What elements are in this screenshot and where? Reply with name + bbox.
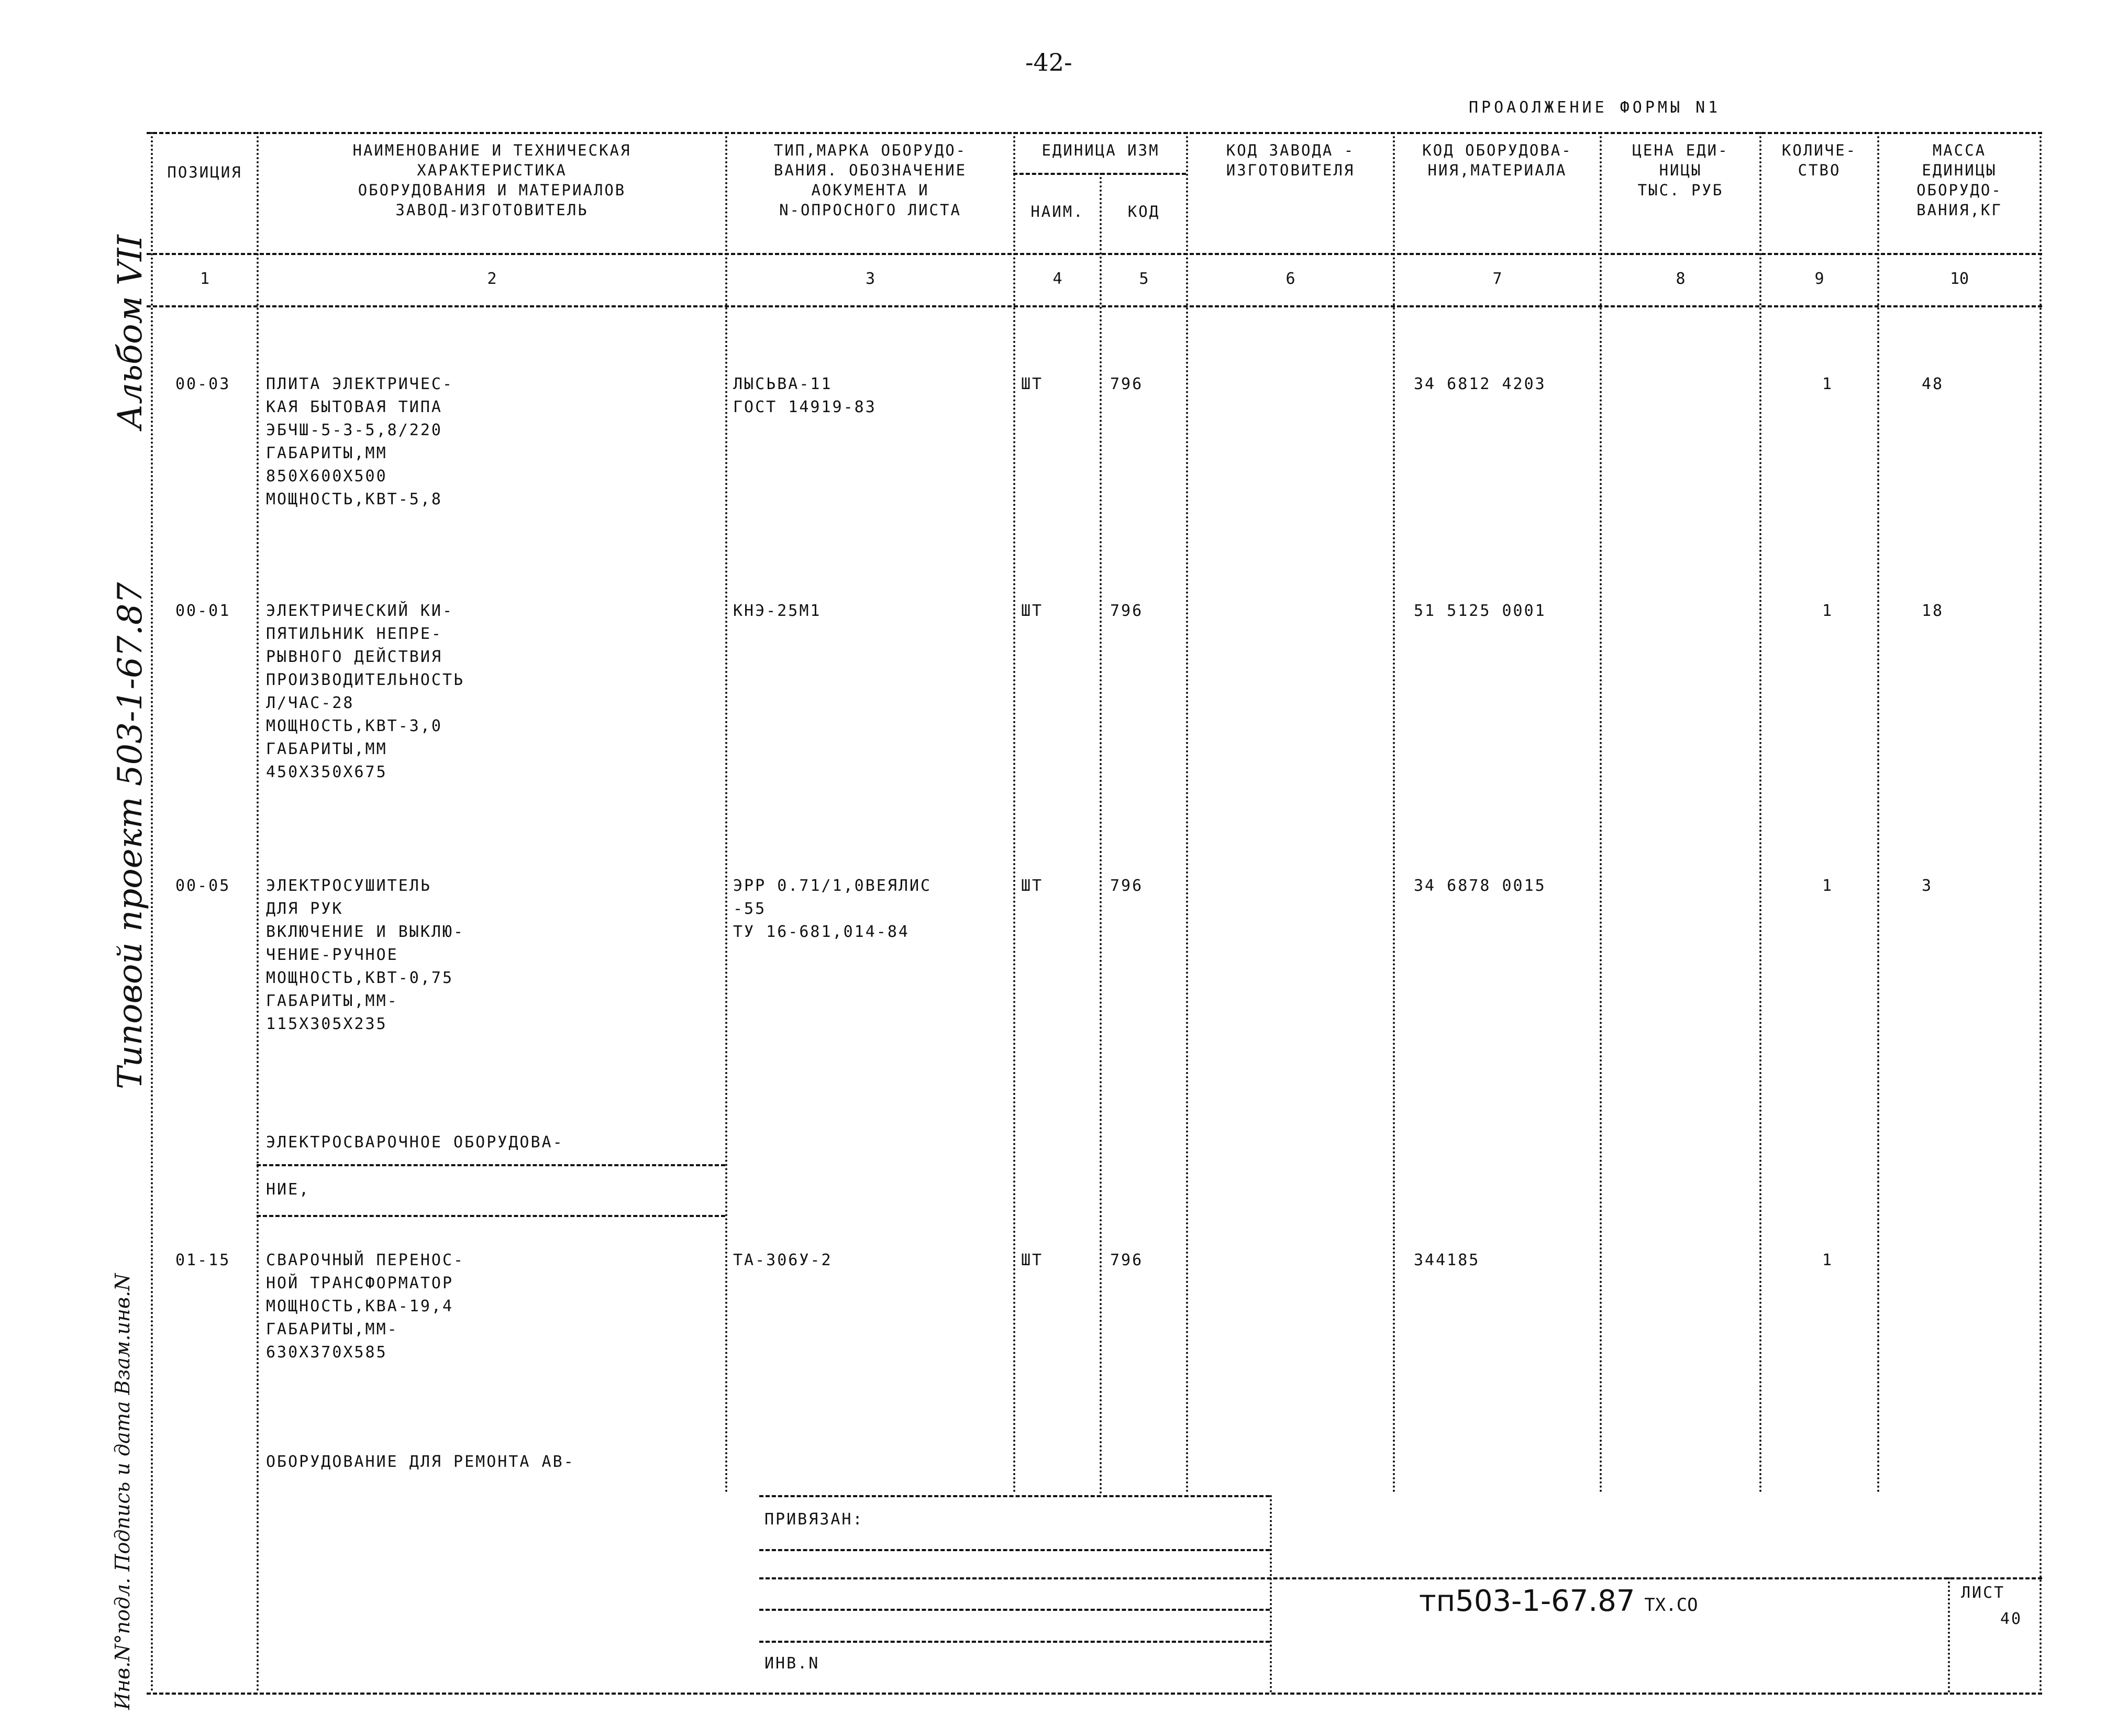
col-rule-7 <box>1600 132 1602 1494</box>
row3-mass: 3 <box>1922 877 1933 895</box>
stamp-rule-4 <box>759 1609 1270 1611</box>
header-mass: МАССА ЕДИНИЦЫ ОБОРУДО- ВАНИЯ,КГ <box>1916 141 2002 219</box>
row2-unit: ШТ <box>1021 602 1044 620</box>
col-number-6: 6 <box>1285 270 1295 288</box>
row4-position: 01-15 <box>175 1251 231 1269</box>
row1-position: 00-03 <box>175 375 231 393</box>
col-rule-3 <box>1013 132 1015 1494</box>
row3-unit: ШТ <box>1021 877 1044 895</box>
row4-type: ТА-306У-2 <box>733 1251 833 1269</box>
col-number-7: 7 <box>1492 270 1502 288</box>
row4-unit: ШТ <box>1021 1251 1044 1269</box>
col-rule-9 <box>1877 132 1879 1494</box>
stamp-inv: ИНВ.N <box>764 1654 820 1673</box>
row2-equipment-code: 51 5125 0001 <box>1414 602 1546 620</box>
document-code <box>1419 1584 1698 1618</box>
row1-name: ПЛИТА ЭЛЕКТРИЧЕС- КАЯ БЫТОВАЯ ТИПА ЭБЧШ-5-3-5,8/220 ГАБАРИТЫ,ММ 850Х600Х500 МОЩНОСТЬ,КВТ-5,8 <box>266 375 454 508</box>
col-rule-5 <box>1186 132 1188 1494</box>
col-rule-4 <box>1100 173 1102 1495</box>
header-factory-code: КОД ЗАВОДА - ИЗГОТОВИТЕЛЯ <box>1226 141 1355 179</box>
header-unit-name: НАИМ. <box>1030 203 1084 220</box>
row1-mass: 48 <box>1922 375 1944 393</box>
header-type: ТИП,МАРКА ОБОРУДО- ВАНИЯ. ОБОЗНАЧЕНИЕ АОКУМЕНТА И N-ОПРОСНОГО ЛИСТА <box>773 141 967 219</box>
row4-equipment-code: 344185 <box>1414 1251 1480 1269</box>
col-rule-2 <box>725 132 727 1494</box>
row3-position: 00-05 <box>175 877 231 895</box>
project-label: Типовой проект 503-1-67.87 <box>111 582 150 1089</box>
col-number-5: 5 <box>1139 270 1149 288</box>
col-rule-1 <box>257 132 259 1693</box>
col-number-2: 2 <box>487 270 497 288</box>
row3-name: ЭЛЕКТРОСУШИТЕЛЬ ДЛЯ РУК ВКЛЮЧЕНИЕ И ВЫКЛЮ- ЧЕНИЕ-РУЧНОЕ МОЩНОСТЬ,КВТ-0,75 ГАБАРИТЫ,ММ- 115Х305Х235 <box>266 877 465 1033</box>
stamp-rule-v <box>1270 1495 1272 1693</box>
section-welding-title-cont: НИЕ, <box>266 1180 311 1199</box>
row2-name: ЭЛЕКТРИЧЕСКИЙ КИ- ПЯТИЛЬНИК НЕПРЕ- РЫВНОГО ДЕЙСТВИЯ ПРОИЗВОДИТЕЛЬНОСТЬ Л/ЧАС-28 МОЩНОСТЬ,КВТ-3,0 ГАБАРИТЫ,ММ 450Х350Х675 <box>266 602 465 781</box>
section-rule-top <box>257 1164 725 1166</box>
row2-position: 00-01 <box>175 602 231 620</box>
header-unit-code: КОД <box>1127 203 1160 220</box>
table-bottom-rule <box>147 1693 2042 1695</box>
col-rule-10 <box>2040 132 2042 1693</box>
row1-type: ЛЫСЬВА-11 ГОСТ 14919-83 <box>733 375 877 416</box>
sheet-label: ЛИСТ <box>1961 1584 2005 1602</box>
row4-name: СВАРОЧНЫЙ ПЕРЕНОС- НОЙ ТРАНСФОРМАТОР МОЩНОСТЬ,КВА-19,4 ГАБАРИТЫ,ММ- 630Х370Х585 <box>266 1251 465 1362</box>
document-code-suffix: ТХ.СО <box>1644 1595 1698 1616</box>
section-repair-title: ОБОРУДОВАНИЕ ДЛЯ РЕМОНТА АВ- <box>266 1453 575 1471</box>
header-name: НАИМЕНОВАНИЕ И ТЕХНИЧЕСКАЯ ХАРАКТЕРИСТИКА ОБОРУДОВАНИЯ И МАТЕРИАЛОВ ЗАВОД-ИЗГОТОВИТЕЛЬ <box>352 141 631 219</box>
row4-qty: 1 <box>1822 1251 1834 1269</box>
stamp-privyazan: ПРИВЯЗАН: <box>764 1510 864 1529</box>
row3-unit-code: 796 <box>1110 877 1144 895</box>
stamp-rule-3 <box>759 1577 2042 1579</box>
row3-qty: 1 <box>1822 877 1834 895</box>
album-label: Альбом VII <box>111 235 150 429</box>
section-welding-title: ЭЛЕКТРОСВАРОЧНОЕ ОБОРУДОВА- <box>266 1133 564 1152</box>
numbers-bottom-rule <box>147 305 2042 307</box>
document-code-main: тп503-1-67.87 <box>1419 1584 1635 1618</box>
row2-unit-code: 796 <box>1110 602 1144 620</box>
header-unit: ЕДИНИЦА ИЗМ <box>1041 141 1160 159</box>
header-equipment-code: КОД ОБОРУДОВА- НИЯ,МАТЕРИАЛА <box>1422 141 1572 179</box>
row1-equipment-code: 34 6812 4203 <box>1414 375 1546 393</box>
header-quantity: КОЛИЧЕ- СТВО <box>1781 141 1857 179</box>
col-number-1: 1 <box>199 270 210 288</box>
header-bottom-rule <box>147 253 2042 255</box>
row2-mass: 18 <box>1922 602 1944 620</box>
stamp-rule-1 <box>759 1495 1270 1497</box>
col-number-4: 4 <box>1052 270 1062 288</box>
page-number: -42- <box>1025 48 1072 76</box>
row1-unit: ШТ <box>1021 375 1044 393</box>
row1-unit-code: 796 <box>1110 375 1144 393</box>
row1-qty: 1 <box>1822 375 1834 393</box>
section-rule-bottom <box>257 1215 725 1217</box>
col-number-3: 3 <box>865 270 875 288</box>
col-rule-0 <box>151 132 153 1693</box>
margin-stamp-label: Инв.N°подл. Подпись и дата Взам.инв.N <box>111 1273 134 1710</box>
stamp-rule-5 <box>759 1641 1270 1643</box>
continuation-note: ПРОАОЛЖЕНИЕ ФОРМЫ N1 <box>1469 98 1721 117</box>
row4-unit-code: 796 <box>1110 1251 1144 1269</box>
row2-type: КНЭ-25М1 <box>733 602 822 620</box>
row2-qty: 1 <box>1822 602 1834 620</box>
col-rule-6 <box>1393 132 1395 1494</box>
sheet-number: 40 <box>2000 1610 2023 1628</box>
header-position: ПОЗИЦИЯ <box>167 163 242 181</box>
header-price: ЦЕНА ЕДИ- НИЦЫ ТЫС. РУБ <box>1632 141 1729 199</box>
col-rule-8 <box>1759 132 1761 1494</box>
row3-type: ЭРР 0.71/1,0ВЕЯЛИС -55 ТУ 16-681,014-84 <box>733 877 932 941</box>
sheet-rule-v <box>1948 1577 1950 1693</box>
row3-equipment-code: 34 6878 0015 <box>1414 877 1546 895</box>
stamp-rule-2 <box>759 1549 1270 1551</box>
col-number-8: 8 <box>1676 270 1686 288</box>
col-number-9: 9 <box>1814 270 1824 288</box>
table-top-rule <box>147 132 2042 134</box>
col-number-10: 10 <box>1949 270 1969 288</box>
